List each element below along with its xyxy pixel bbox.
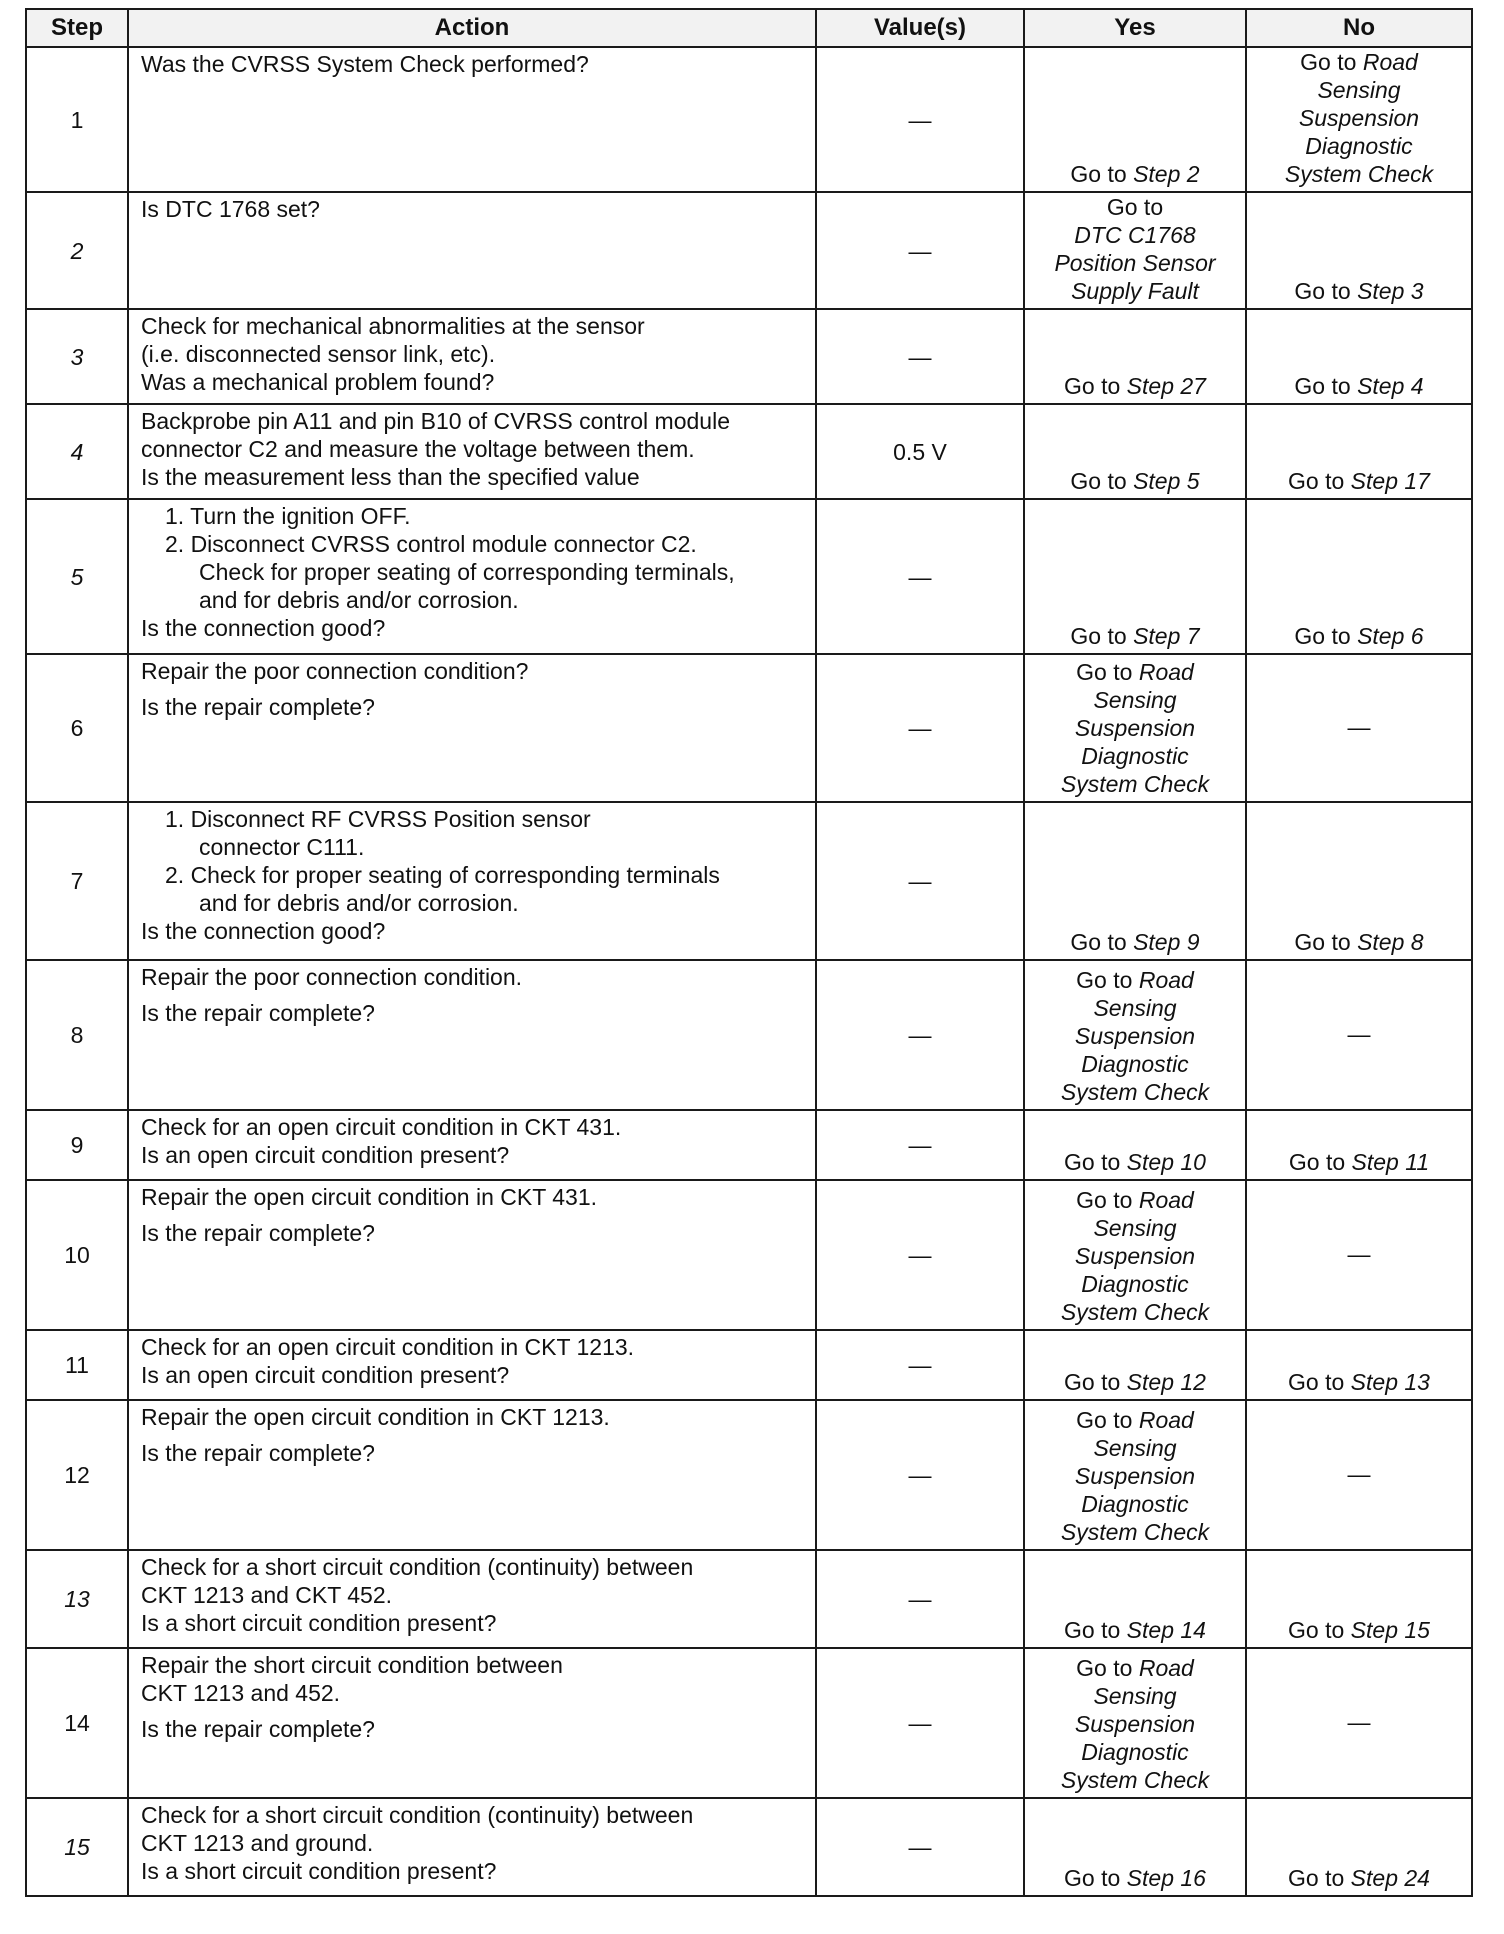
yes-line: Go to Road: [1076, 1187, 1194, 1213]
no-line: [1247, 104, 1471, 132]
header-row: [26, 9, 1472, 47]
no-cell: —: [1246, 1400, 1472, 1550]
action-cell: [128, 1110, 816, 1180]
value-cell: —: [816, 1110, 1024, 1180]
no-cell: [1246, 404, 1472, 499]
yes-ref: Sensing: [1093, 1435, 1177, 1461]
value-cell: —: [816, 47, 1024, 192]
no-cell: [1246, 47, 1472, 192]
no-cell: [1246, 1550, 1472, 1648]
action-line: Is an open circuit condition present?: [141, 1142, 510, 1168]
yes-ref: Position Sensor: [1054, 250, 1216, 276]
value-cell: —: [816, 192, 1024, 309]
yes-ref: Step 7: [1133, 623, 1200, 649]
yes-ref: Step 10: [1126, 1149, 1206, 1175]
yes-ref: Diagnostic: [1081, 1271, 1189, 1297]
yes-line: [1025, 742, 1245, 770]
action-line: Repair the poor connection condition.: [141, 964, 523, 990]
yes-cell: [1024, 1110, 1246, 1180]
yes-ref: Suspension: [1074, 1463, 1196, 1489]
yes-cell: [1024, 1330, 1246, 1400]
action-line: Is the repair complete?: [141, 1000, 375, 1026]
no-ref: Diagnostic: [1305, 133, 1413, 159]
yes-ref: Suspension: [1074, 715, 1196, 741]
no-ref: Step 8: [1357, 929, 1424, 955]
no-ref: Step 13: [1350, 1369, 1430, 1395]
action-cell: [128, 654, 816, 802]
yes-line: Go to Step 16: [1064, 1865, 1206, 1891]
header-yes: Yes: [1024, 9, 1246, 47]
yes-ref: System Check: [1060, 1299, 1210, 1325]
no-cell: [1246, 1110, 1472, 1180]
yes-line: [1025, 994, 1245, 1022]
action-cell: [128, 404, 816, 499]
no-line: Go to Step 8: [1294, 929, 1424, 955]
action-line: Check for mechanical abnormalities at the sensor: [141, 313, 645, 339]
no-ref: Road: [1362, 49, 1418, 75]
table-row: [26, 1648, 1472, 1798]
action-line: Is the connection good?: [141, 615, 386, 641]
value-cell: —: [816, 1180, 1024, 1330]
action-line: 2. Disconnect CVRSS control module connector C2.: [165, 531, 697, 557]
yes-ref: Suspension: [1074, 1711, 1196, 1737]
action-line: 1. Disconnect RF CVRSS Position sensor: [165, 806, 591, 832]
no-line: Go to Step 17: [1288, 468, 1430, 494]
table-row: [26, 654, 1472, 802]
action-line: CKT 1213 and 452.: [141, 1680, 341, 1706]
yes-ref: Road: [1138, 1187, 1194, 1213]
table-row: [26, 802, 1472, 960]
value-cell: —: [816, 654, 1024, 802]
action-line: Was a mechanical problem found?: [141, 369, 495, 395]
no-line: Go to Road: [1300, 49, 1418, 75]
yes-cell: [1024, 960, 1246, 1110]
table-row: [26, 1550, 1472, 1648]
yes-line: [1025, 221, 1245, 249]
no-ref: Step 17: [1350, 468, 1430, 494]
yes-line: [1025, 1766, 1245, 1794]
no-line: Go to Step 3: [1294, 278, 1424, 304]
action-line: Check for an open circuit condition in CKT 431.: [141, 1114, 622, 1140]
action-line: Is the repair complete?: [141, 1440, 375, 1466]
table-row: [26, 1798, 1472, 1896]
yes-cell: [1024, 654, 1246, 802]
yes-line: [1025, 1078, 1245, 1106]
action-line: Is a short circuit condition present?: [141, 1858, 497, 1884]
yes-ref: Step 12: [1126, 1369, 1206, 1395]
action-cell: [128, 309, 816, 404]
yes-cell: [1024, 192, 1246, 309]
yes-ref: Step 27: [1126, 373, 1206, 399]
value-cell: —: [816, 802, 1024, 960]
table-row: [26, 1330, 1472, 1400]
yes-line: Go to Road: [1076, 1655, 1194, 1681]
action-line: 2. Check for proper seating of corresponding terminals: [165, 862, 720, 888]
yes-ref: Sensing: [1093, 995, 1177, 1021]
yes-ref: Diagnostic: [1081, 1491, 1189, 1517]
table-row: [26, 1110, 1472, 1180]
yes-line: [1025, 1682, 1245, 1710]
yes-ref: Step 9: [1133, 929, 1200, 955]
action-line: Repair the open circuit condition in CKT 431.: [141, 1184, 598, 1210]
no-cell: [1246, 192, 1472, 309]
yes-ref: Step 16: [1126, 1865, 1206, 1891]
table-row: [26, 1400, 1472, 1550]
step-cell: 4: [26, 404, 128, 499]
step-cell: 2: [26, 192, 128, 309]
yes-ref: Diagnostic: [1081, 1739, 1189, 1765]
yes-ref: Road: [1138, 967, 1194, 993]
yes-line: [1025, 1242, 1245, 1270]
yes-ref: System Check: [1060, 1519, 1210, 1545]
header-no: No: [1246, 9, 1472, 47]
no-line: Go to Step 15: [1288, 1617, 1430, 1643]
action-line: Is an open circuit condition present?: [141, 1362, 510, 1388]
yes-line: [1025, 1050, 1245, 1078]
action-cell: [128, 1550, 816, 1648]
yes-line: Go to Road: [1076, 967, 1194, 993]
action-line: connector C111.: [199, 834, 365, 860]
step-cell: 1: [26, 47, 128, 192]
yes-line: [1025, 1462, 1245, 1490]
yes-cell: [1024, 1400, 1246, 1550]
value-cell: —: [816, 1330, 1024, 1400]
step-cell: 5: [26, 499, 128, 654]
no-line: Go to Step 11: [1288, 1149, 1430, 1175]
action-cell: [128, 499, 816, 654]
action-cell: [128, 960, 816, 1110]
table-row: [26, 309, 1472, 404]
action-line: Is DTC 1768 set?: [141, 196, 320, 222]
diagnostic-table: [25, 8, 1473, 1897]
yes-cell: [1024, 1798, 1246, 1896]
step-cell: 15: [26, 1798, 128, 1896]
header-action: Action: [128, 9, 816, 47]
step-cell: 11: [26, 1330, 128, 1400]
yes-ref: DTC C1768: [1074, 222, 1196, 248]
no-cell: [1246, 1798, 1472, 1896]
action-line: Is the repair complete?: [141, 1716, 375, 1742]
yes-line: Go to Step 12: [1064, 1369, 1206, 1395]
no-ref: Suspension: [1298, 105, 1420, 131]
yes-cell: [1024, 404, 1246, 499]
step-cell: 13: [26, 1550, 128, 1648]
table-row: [26, 1180, 1472, 1330]
no-ref: Step 3: [1357, 278, 1424, 304]
yes-line: [1025, 1214, 1245, 1242]
action-line: and for debris and/or corrosion.: [199, 587, 519, 613]
value-cell: —: [816, 960, 1024, 1110]
table-body: [26, 47, 1472, 1896]
value-cell: —: [816, 1798, 1024, 1896]
no-ref: Step 24: [1350, 1865, 1430, 1891]
action-cell: [128, 192, 816, 309]
value-cell: —: [816, 1648, 1024, 1798]
no-ref: Step 4: [1357, 373, 1424, 399]
action-line: Check for a short circuit condition (continuity) between: [141, 1802, 694, 1828]
action-line: Check for a short circuit condition (continuity) between: [141, 1554, 694, 1580]
action-cell: [128, 1180, 816, 1330]
yes-ref: System Check: [1060, 1767, 1210, 1793]
yes-line: [1025, 686, 1245, 714]
yes-ref: Supply Fault: [1071, 278, 1199, 304]
action-cell: [128, 1400, 816, 1550]
yes-line: Go to Step 27: [1064, 373, 1206, 399]
action-line: Repair the poor connection condition?: [141, 658, 529, 684]
header-step: Step: [26, 9, 128, 47]
no-ref: Step 15: [1350, 1617, 1430, 1643]
action-line: connector C2 and measure the voltage between them.: [141, 436, 695, 462]
yes-ref: Diagnostic: [1081, 743, 1189, 769]
no-cell: [1246, 802, 1472, 960]
yes-line: Go to Step 5: [1070, 468, 1200, 494]
action-line: CKT 1213 and ground.: [141, 1830, 374, 1856]
yes-line: [1025, 1270, 1245, 1298]
yes-line: [1025, 770, 1245, 798]
yes-line: Go to Step 14: [1064, 1617, 1206, 1643]
no-line: Go to Step 24: [1288, 1865, 1430, 1891]
yes-line: [1025, 714, 1245, 742]
yes-ref: Suspension: [1074, 1243, 1196, 1269]
action-line: Is the measurement less than the specified value: [141, 464, 640, 490]
yes-ref: Step 5: [1133, 468, 1200, 494]
no-line: Go to Step 4: [1294, 373, 1424, 399]
action-line: CKT 1213 and CKT 452.: [141, 1582, 393, 1608]
yes-line: Go to Road: [1076, 659, 1194, 685]
no-line: [1247, 132, 1471, 160]
no-cell: —: [1246, 1648, 1472, 1798]
yes-line: [1025, 1434, 1245, 1462]
yes-cell: [1024, 309, 1246, 404]
no-line: Go to Step 13: [1288, 1369, 1430, 1395]
action-line: Is a short circuit condition present?: [141, 1610, 497, 1636]
yes-line: Go to Step 9: [1070, 929, 1200, 955]
action-line: Was the CVRSS System Check performed?: [141, 51, 589, 77]
table-row: [26, 404, 1472, 499]
table-row: [26, 499, 1472, 654]
yes-cell: [1024, 802, 1246, 960]
table-row: [26, 192, 1472, 309]
no-ref: Step 11: [1351, 1149, 1430, 1175]
header-value: Value(s): [816, 9, 1024, 47]
no-cell: [1246, 309, 1472, 404]
action-cell: [128, 802, 816, 960]
no-line: [1247, 76, 1471, 104]
no-cell: —: [1246, 654, 1472, 802]
no-line: Go to Step 6: [1294, 623, 1424, 649]
step-cell: 8: [26, 960, 128, 1110]
no-cell: —: [1246, 960, 1472, 1110]
no-ref: Step 6: [1357, 623, 1424, 649]
action-line: Check for proper seating of corresponding terminals,: [199, 559, 735, 585]
action-line: Is the repair complete?: [141, 694, 375, 720]
yes-ref: Diagnostic: [1081, 1051, 1189, 1077]
yes-line: Go to: [1106, 194, 1164, 220]
action-line: Is the connection good?: [141, 918, 386, 944]
yes-line: Go to Step 10: [1064, 1149, 1206, 1175]
yes-ref: Sensing: [1093, 687, 1177, 713]
yes-line: [1025, 1490, 1245, 1518]
table-row: [26, 960, 1472, 1110]
action-cell: [128, 1648, 816, 1798]
yes-line: [1025, 249, 1245, 277]
yes-ref: Road: [1138, 659, 1194, 685]
step-cell: 10: [26, 1180, 128, 1330]
action-line: 1. Turn the ignition OFF.: [165, 503, 411, 529]
no-cell: —: [1246, 1180, 1472, 1330]
yes-line: [1025, 277, 1245, 305]
yes-line: Go to Step 2: [1070, 161, 1200, 187]
yes-cell: [1024, 47, 1246, 192]
yes-ref: System Check: [1060, 771, 1210, 797]
yes-ref: Road: [1138, 1655, 1194, 1681]
action-line: Backprobe pin A11 and pin B10 of CVRSS control module: [141, 408, 730, 434]
value-cell: 0.5 V: [816, 404, 1024, 499]
yes-ref: Step 2: [1133, 161, 1200, 187]
yes-cell: [1024, 1180, 1246, 1330]
step-cell: 6: [26, 654, 128, 802]
action-line: Is the repair complete?: [141, 1220, 375, 1246]
step-cell: 3: [26, 309, 128, 404]
yes-cell: [1024, 499, 1246, 654]
yes-line: [1025, 1298, 1245, 1326]
action-line: (i.e. disconnected sensor link, etc).: [141, 341, 496, 367]
action-line: and for debris and/or corrosion.: [199, 890, 519, 916]
yes-ref: Road: [1138, 1407, 1194, 1433]
yes-line: [1025, 1022, 1245, 1050]
no-cell: [1246, 1330, 1472, 1400]
no-line: [1247, 160, 1471, 188]
value-cell: —: [816, 1550, 1024, 1648]
step-cell: 12: [26, 1400, 128, 1550]
yes-ref: System Check: [1060, 1079, 1210, 1105]
table-row: [26, 47, 1472, 192]
action-line: Repair the short circuit condition between: [141, 1652, 563, 1678]
no-ref: System Check: [1284, 161, 1434, 187]
step-cell: 7: [26, 802, 128, 960]
no-ref: Sensing: [1317, 77, 1401, 103]
yes-cell: [1024, 1550, 1246, 1648]
value-cell: —: [816, 309, 1024, 404]
step-cell: 9: [26, 1110, 128, 1180]
value-cell: —: [816, 499, 1024, 654]
yes-ref: Step 14: [1126, 1617, 1206, 1643]
yes-ref: Sensing: [1093, 1215, 1177, 1241]
value-cell: —: [816, 1400, 1024, 1550]
yes-line: [1025, 1710, 1245, 1738]
yes-ref: Sensing: [1093, 1683, 1177, 1709]
yes-line: [1025, 1738, 1245, 1766]
yes-cell: [1024, 1648, 1246, 1798]
yes-ref: Suspension: [1074, 1023, 1196, 1049]
action-cell: [128, 1330, 816, 1400]
no-cell: [1246, 499, 1472, 654]
yes-line: [1025, 1518, 1245, 1546]
yes-line: Go to Road: [1076, 1407, 1194, 1433]
yes-line: Go to Step 7: [1070, 623, 1200, 649]
action-line: Repair the open circuit condition in CKT 1213.: [141, 1404, 610, 1430]
step-cell: 14: [26, 1648, 128, 1798]
action-cell: [128, 1798, 816, 1896]
action-cell: [128, 47, 816, 192]
action-line: Check for an open circuit condition in CKT 1213.: [141, 1334, 635, 1360]
